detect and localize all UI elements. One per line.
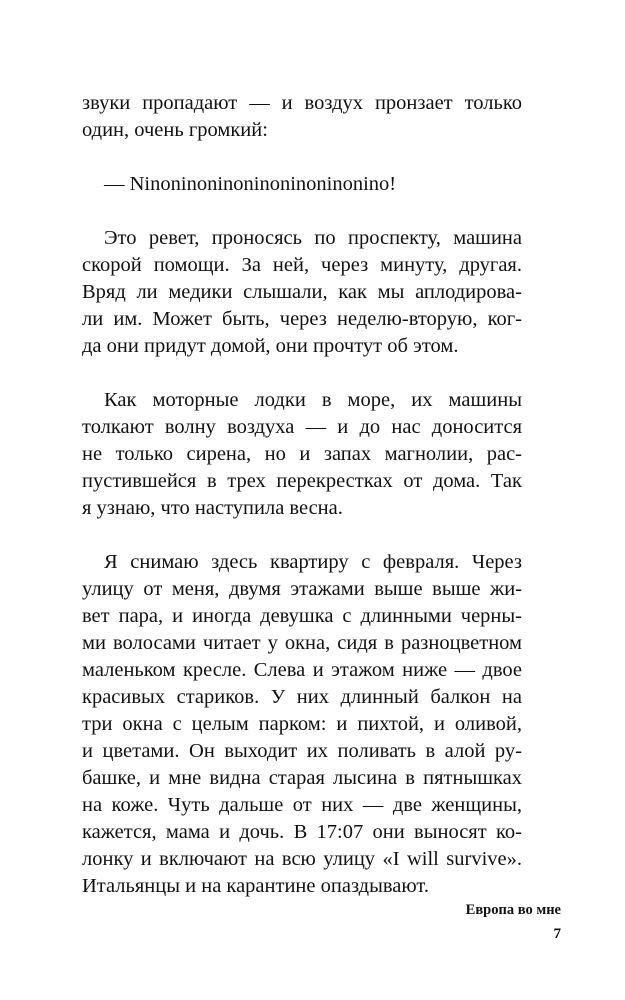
text-line: и цветами. Он выходит их поливать в алой ру- bbox=[82, 740, 522, 762]
text-line: башке, и мне видна старая лысина в пятнышках bbox=[82, 767, 522, 789]
text-line: вет пара, и иногда девушка с длинными черны- bbox=[82, 605, 522, 627]
text-line: улицу от меня, двумя этажами выше выше жи- bbox=[82, 578, 522, 600]
text-line: я узнаю, что наступила весна. bbox=[82, 497, 343, 519]
text-line: толкают волну воздуха — и до нас доносится bbox=[82, 416, 522, 438]
text-line: Я снимаю здесь квартиру с февраля. Через bbox=[104, 551, 522, 573]
text-line: Это ревет, проносясь по проспекту, машина bbox=[104, 227, 522, 249]
text-line: красивых стариков. У них длинный балкон на bbox=[82, 686, 522, 708]
text-line: — Ninoninoninoninoninoninonino! bbox=[104, 173, 397, 195]
page-number: 7 bbox=[553, 926, 561, 942]
text-line: скорой помощи. За ней, через минуту, другая. bbox=[82, 254, 522, 276]
text-line: Вряд ли медики слышали, как мы аплодирова- bbox=[82, 281, 522, 303]
text-line: да они придут домой, они прочтут об этом. bbox=[82, 335, 459, 357]
text-line: три окна с целым парком: и пихтой, и оливой, bbox=[82, 713, 522, 735]
text-line: на коже. Чуть дальше от них — две женщины, bbox=[82, 794, 522, 816]
text-line: Как моторные лодки в море, их машины bbox=[104, 389, 522, 411]
text-line: ли им. Может быть, через неделю-вторую, ког- bbox=[82, 308, 522, 330]
text-line: маленьком кресле. Слева и этажом ниже — двое bbox=[82, 659, 522, 681]
text-line: лонку и включают на всю улицу «I will survive». bbox=[82, 848, 522, 870]
running-title: Европа во мне bbox=[465, 902, 561, 918]
text-line: ми волосами читает у окна, сидя в разноцветном bbox=[82, 632, 522, 654]
text-line: пустившейся в трех перекрестках от дома. Так bbox=[82, 470, 522, 492]
text-line: звуки пропадают — и воздух пронзает только bbox=[82, 92, 522, 114]
text-line: не только сирена, но и запах магнолии, рас- bbox=[82, 443, 522, 465]
text-line: один, очень громкий: bbox=[82, 119, 268, 141]
text-line: кажется, мама и дочь. В 17:07 они выносят ко- bbox=[82, 821, 522, 843]
text-line: Итальянцы и на карантине опаздывают. bbox=[82, 875, 429, 897]
